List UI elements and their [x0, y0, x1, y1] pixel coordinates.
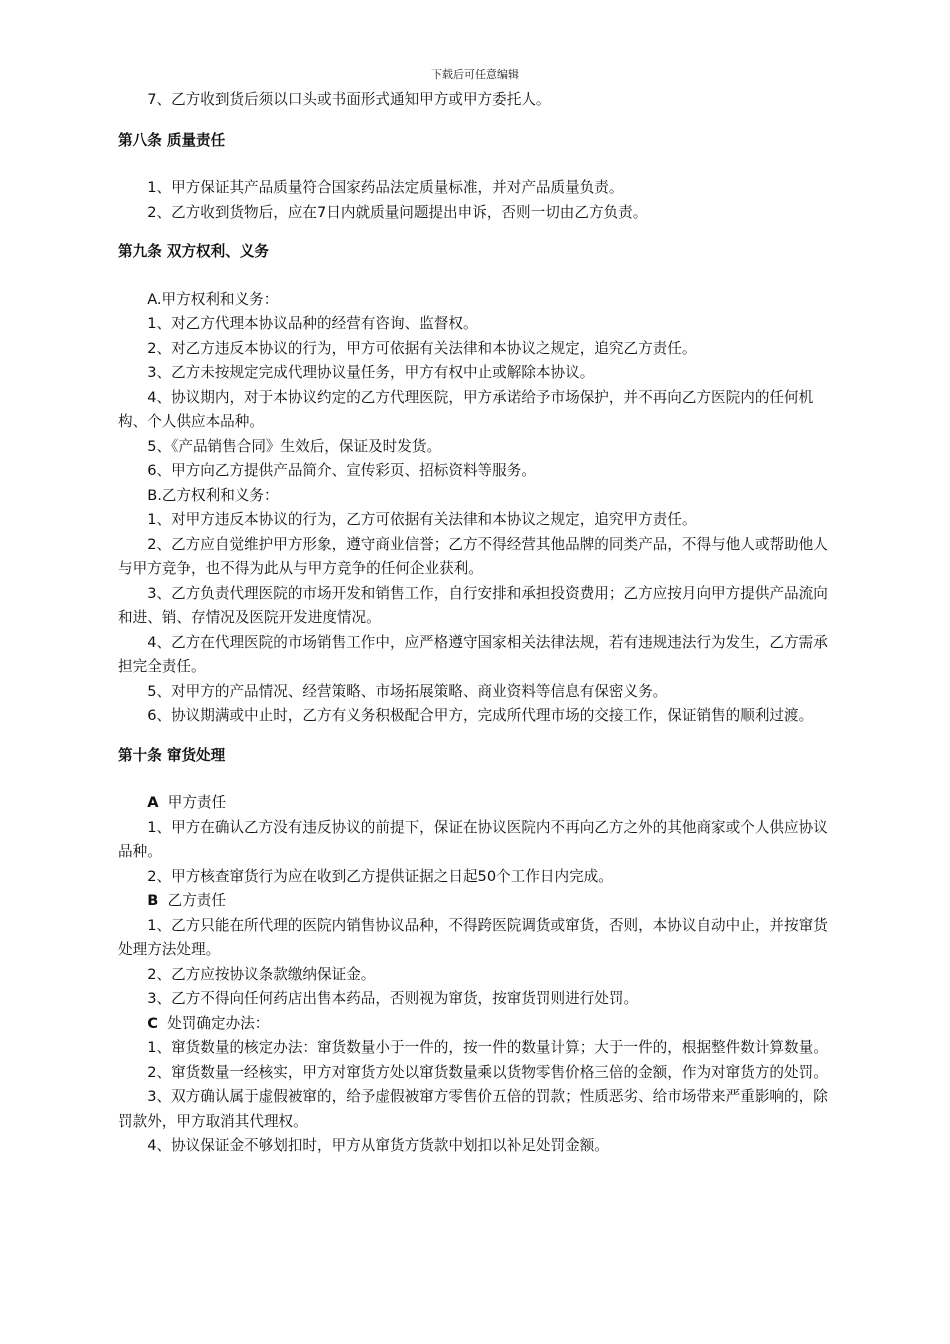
art10-item: 4、协议保证金不够划扣时，甲方从窜货方货款中划扣以补足处罚金额。 [147, 1137, 609, 1154]
art9-item: 5、对甲方的产品情况、经营策略、市场拓展策略、商业资料等信息有保密义务。 [147, 682, 668, 700]
art10-item: 2、甲方核查窜货行为应在收到乙方提供证据之日起50个工作日内完成。 [147, 867, 613, 885]
art10-item: 1、乙方只能在所代理的医院内销售协议品种，不得跨医院调货或窜货，否则，本协议自动中止，并按窜货处理方法处理。 [118, 916, 828, 958]
art9-item: 4、协议期内，对于本协议约定的乙方代理医院，甲方承诺给予市场保护，并不再向乙方医院内的任何机构、个人供应本品种。 [118, 388, 814, 430]
art10-item: 1、甲方在确认乙方没有违反协议的前提下，保证在协议医院内不再向乙方之外的其他商家或个人供应协议品种。 [118, 818, 828, 860]
article-10-title: 第十条 窜货处理 [118, 746, 226, 764]
page-header: 下载后可任意编辑 [431, 68, 519, 81]
art10-party-b-heading [118, 889, 834, 914]
article-8-title: 第八条 质量责任 [118, 131, 226, 149]
art10-c-label: 处罚确定办法： [167, 1014, 270, 1032]
art10-item: 2、乙方应按协议条款缴纳保证金。 [147, 965, 376, 983]
art10-c-letter: C [147, 1014, 158, 1032]
art10-item: 3、双方确认属于虚假被窜的，给予虚假被窜方零售价五倍的罚款；性质恶劣、给市场带来严重影响的，除罚款外，甲方取消其代理权。 [118, 1088, 828, 1130]
art9-item: 2、乙方应自觉维护甲方形象，遵守商业信誉；乙方不得经营其他品牌的同类产品，不得与他人或帮助他人与甲方竞争，也不得为此从与甲方竞争的任何企业获利。 [118, 535, 828, 577]
article-9-title: 第九条 双方权利、义务 [118, 243, 270, 260]
art9-item: 6、协议期满或中止时，乙方有义务积极配合甲方，完成所代理市场的交接工作，保证销售的顺利过渡。 [147, 707, 814, 724]
art9-item: 1、对甲方违反本协议的行为，乙方可依据有关法律和本协议之规定，追究甲方责任。 [147, 511, 697, 528]
art10-item: 3、乙方不得向任何药店出售本药品，否则视为窜货，按窜货罚则进行处罚。 [147, 990, 639, 1007]
document-body [118, 88, 834, 1159]
art9-party-b-heading: B.乙方权利和义务： [147, 486, 279, 504]
art10-party-a-heading [118, 791, 834, 816]
art10-item: 2、窜货数量一经核实，甲方对窜货方处以窜货数量乘以货物零售价格三倍的金额，作为对窜货方的处罚。 [147, 1063, 828, 1081]
art10-a-label: 甲方责任 [167, 794, 227, 811]
clause-7-7: 7、乙方收到货后须以口头或书面形式通知甲方或甲方委托人。 [147, 91, 551, 108]
art9-item: 3、乙方未按规定完成代理协议量任务，甲方有权中止或解除本协议。 [147, 364, 595, 381]
art9-item: 2、对乙方违反本协议的行为，甲方可依据有关法律和本协议之规定，追究乙方责任。 [147, 339, 697, 357]
art9-item: 4、乙方在代理医院的市场销售工作中，应严格遵守国家相关法律法规，若有违规违法行为发生，乙方需承担完全责任。 [118, 633, 828, 675]
art10-item: 1、窜货数量的核定办法：窜货数量小于一件的，按一件的数量计算；大于一件的，根据整件数计算数量。 [147, 1039, 828, 1056]
art9-item: 5、《产品销售合同》生效后，保证及时发货。 [147, 437, 442, 455]
art10-b-label: 乙方责任 [167, 892, 226, 909]
art9-item: 1、对乙方代理本协议品种的经营有咨询、监督权。 [147, 315, 478, 332]
art8-item: 1、甲方保证其产品质量符合国家药品法定质量标准，并对产品质量负责。 [147, 179, 624, 196]
art10-b-letter: B [147, 892, 159, 909]
art8-item: 2、乙方收到货物后，应在7日内就质量问题提出申诉，否则一切由乙方负责。 [147, 203, 648, 221]
art9-item: 3、乙方负责代理医院的市场开发和销售工作，自行安排和承担投资费用；乙方应按月向甲方提供产品流向和进、销、存情况及医院开发进度情况。 [118, 584, 828, 626]
art9-party-a-heading: A.甲方权利和义务： [147, 290, 279, 308]
art10-a-letter: A [147, 794, 159, 811]
art10-penalty-heading [118, 1012, 834, 1037]
art9-item: 6、甲方向乙方提供产品简介、宣传彩页、招标资料等服务。 [147, 462, 536, 479]
